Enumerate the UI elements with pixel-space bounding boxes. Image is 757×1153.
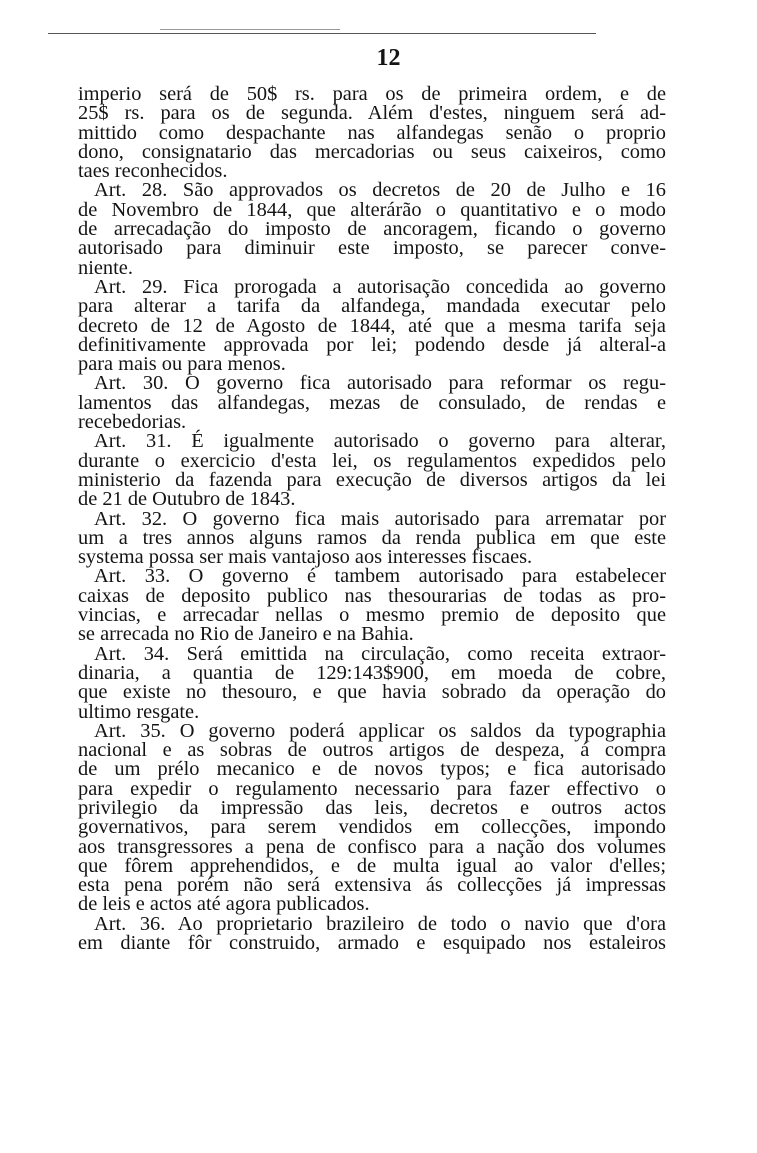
text-line: de 21 de Outubro de 1843. xyxy=(78,488,296,511)
text-line: Art. 35. O governo poderá applicar os saldos da typographia xyxy=(94,719,666,742)
text-line: Art. 32. O governo fica mais autorisado para arrematar por xyxy=(94,507,666,530)
text-line: de Novembro de 1844, que alterárão o quantitativo e o modo xyxy=(78,198,666,221)
text-line: mittido como despachante nas alfandegas senão o proprio xyxy=(78,121,666,144)
text-line: que fôrem apprehendidos, e de multa igual ao valor d'elles; xyxy=(78,854,666,877)
text-line: imperio será de 50$ rs. para os de primeira ordem, e de xyxy=(78,83,666,105)
text-line: dono, consignatario das mercadorias ou seus caixeiros, como xyxy=(78,140,666,163)
text-line: de um prélo mecanico e de novos typos; e fica autorisado xyxy=(78,758,666,781)
text-line: Art. 33. O governo é tambem autorisado para estabelecer xyxy=(94,565,666,588)
text-line: Art. 36. Ao proprietario brazileiro de todo o navio que d'ora xyxy=(94,912,666,935)
text-line: ultimo resgate. xyxy=(78,700,200,723)
text-line: aos transgressores a pena de confisco para a nação dos volumes xyxy=(78,835,666,858)
text-line: Art. 28. São approvados os decretos de 20 de Julho e 16 xyxy=(94,179,666,202)
text-line: que existe no thesouro, e que havia sobrado da operação do xyxy=(78,681,666,704)
text-line: se arrecada no Rio de Janeiro e na Bahia. xyxy=(78,623,414,646)
text-line: caixas de deposito publico nas thesourarias de todas as pro- xyxy=(78,584,666,607)
top-rule xyxy=(48,33,596,34)
text-line: niente. xyxy=(78,256,133,279)
text-line: esta pena porém não será extensiva ás collecções já impressas xyxy=(78,874,666,897)
text-line: definitivamente approvada por lei; podendo desde já alteral-a xyxy=(78,333,666,356)
text-line: dinaria, a quantia de 129:143$900, em moeda de cobre, xyxy=(78,661,666,684)
text-line: Art. 29. Fica prorogada a autorisação concedida ao governo xyxy=(94,275,666,298)
text-line: um a tres annos alguns ramos da renda publica em que este xyxy=(78,526,666,549)
text-line: de leis e actos até agora publicados. xyxy=(78,893,370,916)
text-line: Art. 30. O governo fica autorisado para reformar os regu- xyxy=(94,372,666,395)
text-line: durante o exercicio d'esta lei, os regulamentos expedidos pelo xyxy=(78,449,666,472)
text-line: systema possa ser mais vantajoso aos interesses fiscaes. xyxy=(78,546,533,569)
text-line: 25$ rs. para os de segunda. Além d'estes, ninguem será ad- xyxy=(78,102,666,125)
text-line: lamentos das alfandegas, mezas de consulado, de rendas e xyxy=(78,391,666,414)
text-line: privilegio da impressão das leis, decretos e outros actos xyxy=(78,796,666,819)
text-line: vincias, e arrecadar nellas o mesmo premio de deposito que xyxy=(78,604,666,627)
text-line: taes reconhecidos. xyxy=(78,160,228,183)
text-line: para alterar a tarifa da alfandega, mandada executar pelo xyxy=(78,295,666,318)
text-line: Art. 34. Será emittida na circulação, como receita extraor- xyxy=(94,642,666,665)
text-line: para expedir o regulamento necessario para fazer effectivo o xyxy=(78,777,666,800)
page-number: 12 xyxy=(376,45,401,71)
text-line: autorisado para diminuir este imposto, se parecer conve- xyxy=(78,237,666,260)
text-line: em diante fôr construido, armado e esquipado nos estaleiros xyxy=(78,932,666,955)
text-line: recebedorias. xyxy=(78,411,187,434)
text-line: para mais ou para menos. xyxy=(78,353,286,376)
text-line: ministerio da fazenda para execução de diversos artigos da lei xyxy=(78,468,666,491)
text-line: de arrecadação do imposto de ancoragem, ficando o governo xyxy=(78,218,666,241)
text-line: governativos, para serem vendidos em collecções, impondo xyxy=(78,816,666,839)
text-line: decreto de 12 de Agosto de 1844, até que a mesma tarifa seja xyxy=(78,314,666,337)
text-line: Art. 31. É igualmente autorisado o governo para alterar, xyxy=(94,430,666,453)
body-text xyxy=(78,85,666,953)
text-line: nacional e as sobras de outros artigos de despeza, á compra xyxy=(78,739,666,762)
top-rule-faint xyxy=(160,29,340,30)
